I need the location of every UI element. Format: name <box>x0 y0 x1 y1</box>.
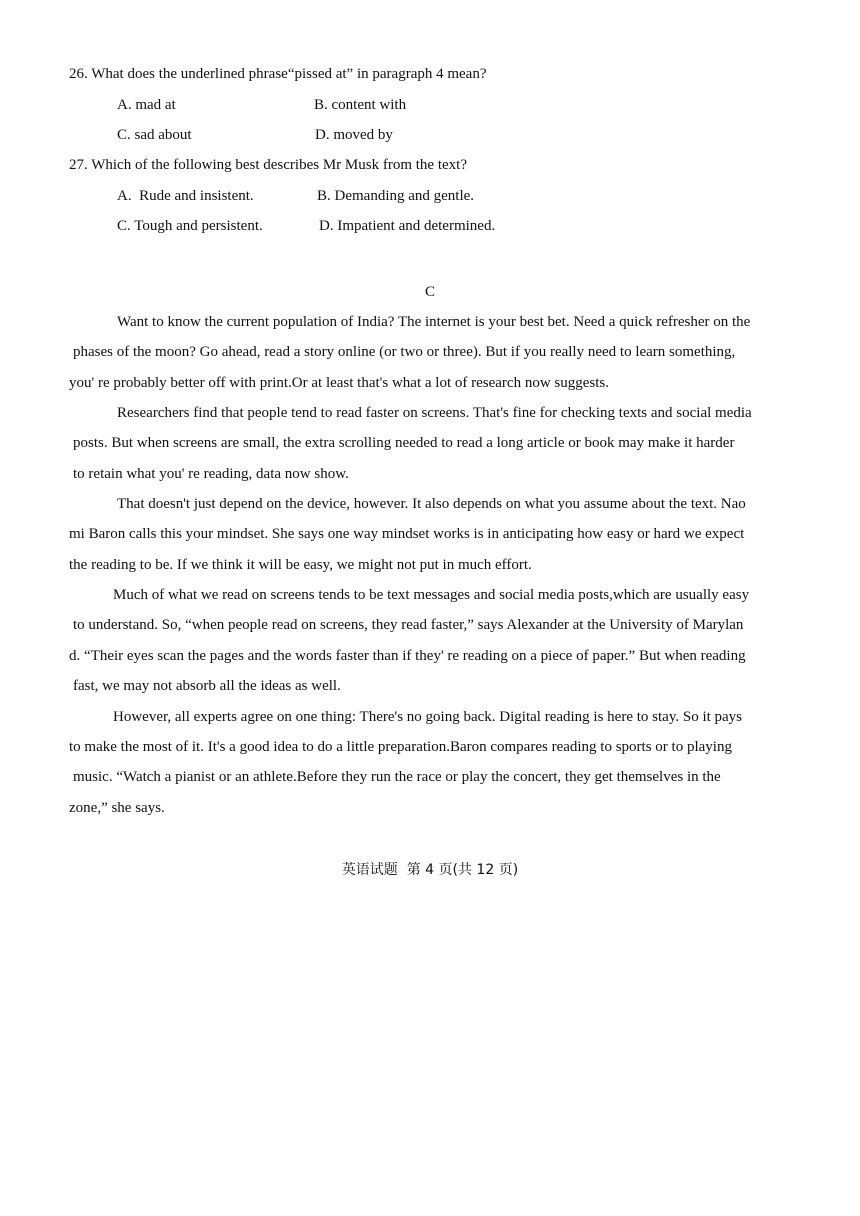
passage-line: However, all experts agree on one thing: There's no going back. Digital reading is here to stay. So it pays <box>113 709 743 725</box>
question-27-option-c: C. Tough and persistent. <box>117 218 263 234</box>
passage-line: Researchers find that people tend to read faster on screens. That's fine for checking texts and social media <box>117 405 752 421</box>
question-27-option-d: D. Impatient and determined. <box>319 218 496 234</box>
question-27-option-b: B. Demanding and gentle. <box>317 188 475 204</box>
question-27-stem: 27. Which of the following best describes Mr Musk from the text? <box>69 157 467 173</box>
passage-line: to make the most of it. It's a good idea to do a little preparation.Baron compares reading to sports or to playing <box>69 739 732 755</box>
passage-line: Want to know the current population of India? The internet is your best bet. Need a quick refresher on the <box>117 314 751 330</box>
passage-line: fast, we may not absorb all the ideas as well. <box>73 678 341 694</box>
passage-line: That doesn't just depend on the device, however. It also depends on what you assume about the text. Nao <box>117 496 746 512</box>
question-26-stem: 26. What does the underlined phrase“pissed at” in paragraph 4 mean? <box>69 66 487 82</box>
passage-line: mi Baron calls this your mindset. She says one way mindset works is in anticipating how easy or hard we expect <box>69 526 745 542</box>
passage-line: you' re probably better off with print.Or at least that's what a lot of research now suggests. <box>69 375 609 391</box>
passage-line: the reading to be. If we think it will be easy, we might not put in much effort. <box>69 557 532 573</box>
question-26-option-c: C. sad about <box>117 127 192 143</box>
question-27-option-a: A. Rude and insistent. <box>117 188 254 204</box>
section-label: C <box>424 284 435 300</box>
question-26-option-d: D. moved by <box>315 127 393 143</box>
passage-line: zone,” she says. <box>69 800 165 816</box>
question-26-option-b: B. content with <box>314 97 407 113</box>
passage-line: d. “Their eyes scan the pages and the words faster than if they' re reading on a piece of paper.” But when reading <box>69 648 746 664</box>
passage-line: music. “Watch a pianist or an athlete.Before they run the race or play the concert, they get themselves in the <box>73 769 721 785</box>
passage-line: posts. But when screens are small, the extra scrolling needed to read a long article or book may make it harder <box>73 435 735 451</box>
passage-line: to understand. So, “when people read on screens, they read faster,” says Alexander at the University of Marylan <box>73 617 744 633</box>
passage-line: to retain what you' re reading, data now show. <box>73 466 349 482</box>
passage-line: Much of what we read on screens tends to be text messages and social media posts,which are usually easy <box>113 587 750 603</box>
page-footer: 英语试题 第 4 页(共 12 页) <box>341 862 519 878</box>
question-26-option-a: A. mad at <box>117 97 176 113</box>
passage-line: phases of the moon? Go ahead, read a story online (or two or three). But if you really need to learn something, <box>73 344 736 360</box>
